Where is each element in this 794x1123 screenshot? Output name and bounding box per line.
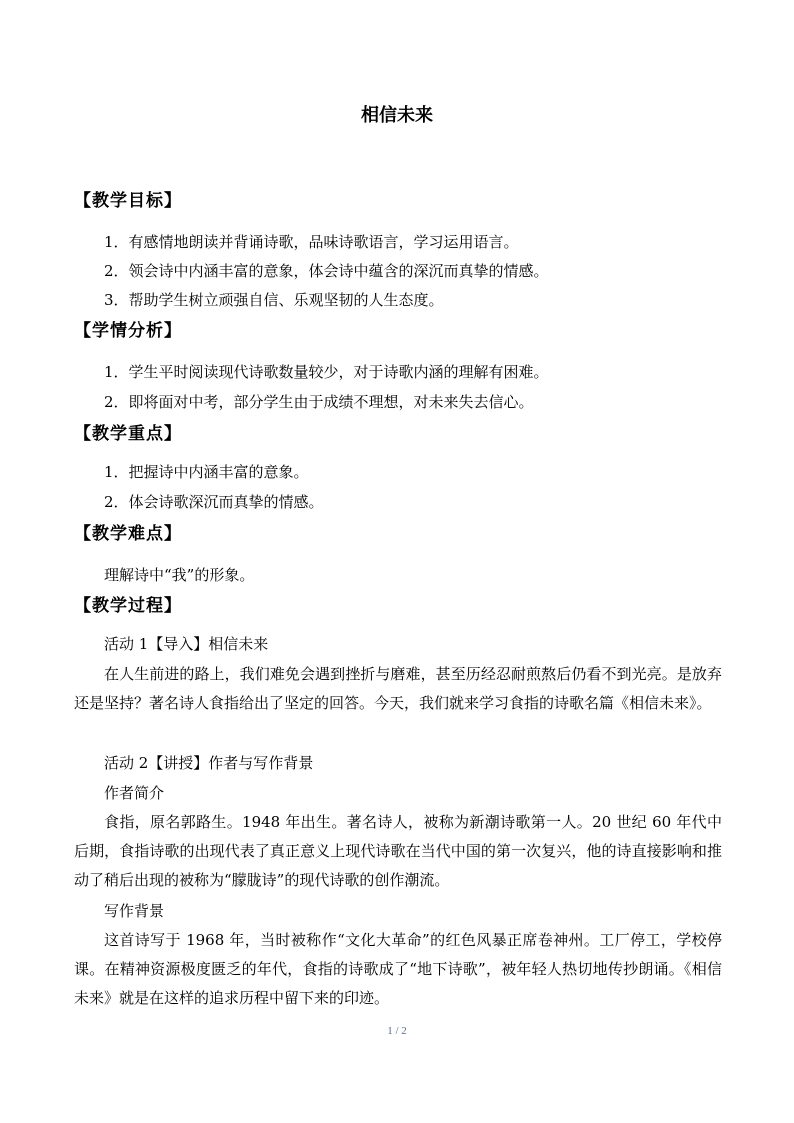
- section-heading-analysis: 【学情分析】: [74, 321, 182, 341]
- section-heading-difficulties: 【教学难点】: [74, 524, 182, 544]
- difficulty-item-1: 理解诗中“我”的形象。: [104, 566, 255, 584]
- key-point-item-1: 1．把握诗中内涵丰富的意象。: [104, 463, 309, 481]
- analysis-item-2: 2．即将面对中考，部分学生由于成绩不理想，对未来失去信心。: [104, 393, 534, 411]
- activity-2-title: 活动 2【讲授】作者与写作背景: [104, 754, 314, 772]
- activity-1-text: 在人生前进的路上，我们难免会遇到挫折与磨难，甚至历经忍耐煎熬后仍看不到光亮。是放弃还是坚持？著名诗人食指给出了坚定的回答。今天，我们就来学习食指的诗歌名篇《相信未来》。: [74, 665, 722, 712]
- section-heading-key-points: 【教学重点】: [74, 424, 182, 444]
- page-title: 相信未来: [361, 105, 433, 126]
- author-label: 作者简介: [104, 784, 165, 802]
- objective-item-1: 1．有感情地朗读并背诵诗歌，品味诗歌语言，学习运用语言。: [104, 233, 519, 251]
- activity-1-title: 活动 1【导入】相信未来: [104, 635, 269, 653]
- analysis-item-1: 1．学生平时阅读现代诗歌数量较少，对于诗歌内涵的理解有困难。: [104, 363, 549, 381]
- page-number: 1 / 2: [387, 1025, 407, 1037]
- key-point-item-2: 2．体会诗歌深沉而真挚的情感。: [104, 493, 324, 511]
- background-text: 这首诗写于 1968 年，当时被称作“文化大革命”的红色风暴正席卷神州。工厂停工，学校停课。在精神资源极度匮乏的年代，食指的诗歌成了“地下诗歌”，被年轻人热切地传抄朗诵。《相信未来》就是在这样的追求历程中留下来的印迹。: [74, 931, 722, 1007]
- section-heading-objectives: 【教学目标】: [74, 191, 182, 211]
- objective-item-3: 3．帮助学生树立顽强自信、乐观坚韧的人生态度。: [104, 291, 444, 309]
- background-label: 写作背景: [104, 902, 165, 920]
- section-heading-process: 【教学过程】: [74, 596, 182, 616]
- author-text: 食指，原名郭路生。1948 年出生。著名诗人，被称为新潮诗歌第一人。20 世纪 60 年代中后期，食指诗歌的出现代表了真正意义上现代诗歌在当代中国的第一次复兴，他的诗直接影响和推动了稍后出现的被称为“朦胧诗”的现代诗歌的创作潮流。: [74, 813, 722, 889]
- objective-item-2: 2．领会诗中内涵丰富的意象，体会诗中蕴含的深沉而真挚的情感。: [104, 262, 549, 280]
